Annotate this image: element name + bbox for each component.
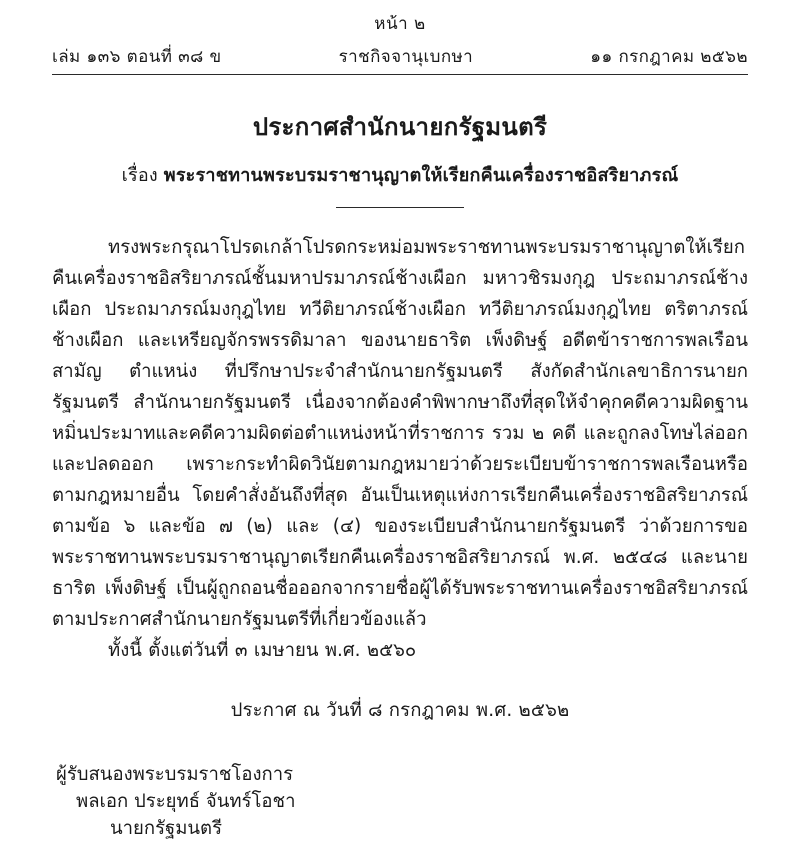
subtitle-label: เรื่อง — [121, 165, 158, 186]
signatory-name: พลเอก ประยุทธ์ จันทร์โอชา — [76, 791, 296, 812]
header-date: ๑๑ กรกฎาคม ๒๕๖๒ — [590, 47, 748, 67]
signatory-title: นายกรัฐมนตรี — [110, 818, 223, 839]
gazette-header — [52, 43, 748, 70]
body-paragraph-1: ทรงพระกรุณาโปรดเกล้าโปรดกระหม่อมพระราชทานพระบรมราชานุญาตให้เรียกคืนเครื่องราชอิสริยาภรณ์ชั้นมหาปรมาภรณ์ช้างเผือก มหาวชิรมงกุฎ ประถมาภรณ์ช้างเผือก ประถมาภรณ์มงกุฎไทย ทวีติยาภรณ์ช้างเผือก ทวีติยาภรณ์มงกุฎไทย ตริตาภรณ์ช้างเผือก และเหรียญจักรพรรดิมาลา ของนายธาริต เพ็งดิษฐ์ อดีตข้าราชการพลเรือนสามัญ ตำแหน่ง ที่ปรึกษาประจำสำนักนายกรัฐมนตรี สังกัดสำนักเลขาธิการนายกรัฐมนตรี สำนักนายกรัฐมนตรี เนื่องจากต้องคำพิพากษาถึงที่สุดให้จำคุกคดีความผิดฐานหมิ่นประมาทและคดีความผิดต่อตำแหน่งหน้าที่ราชการ รวม ๒ คดี และถูกลงโทษไล่ออกและปลดออก เพราะกระทำผิดวินัยตามกฎหมายว่าด้วยระเบียบข้าราชการพลเรือนหรือตามกฎหมายอื่น โดยคำสั่งอันถึงที่สุด อันเป็นเหตุแห่งการเรียกคืนเครื่องราชอิสริยาภรณ์ ตามข้อ ๖ และข้อ ๗ (๒) และ (๔) ของระเบียบสำนักนายกรัฐมนตรี ว่าด้วยการขอพระราชทานพระบรมราชานุญาตเรียกคืนเครื่องราชอิสริยาภรณ์ พ.ศ. ๒๕๔๘ และนายธาริต เพ็งดิษฐ์ เป็นผู้ถูกถอนชื่อออกจากรายชื่อผู้ได้รับพระราชทานเครื่องราชอิสริยาภรณ์ตามประกาศสำนักนายกรัฐมนตรีที่เกี่ยวข้องแล้ว — [52, 237, 748, 630]
body-paragraph-2: ทั้งนี้ ตั้งแต่วันที่ ๓ เมษายน พ.ศ. ๒๕๖๐ — [108, 640, 417, 661]
page-subtitle — [52, 160, 748, 189]
document-body — [52, 232, 748, 666]
page-number: หน้า ๒ — [374, 14, 426, 34]
signature-block — [52, 761, 748, 842]
announcement-date: ประกาศ ณ วันที่ ๘ กรกฎาคม พ.ศ. ๒๕๖๒ — [230, 700, 570, 721]
header-publication-name: ราชกิจจานุเบกษา — [338, 47, 474, 67]
page-title: ประกาศสำนักนายกรัฐมนตรี — [252, 113, 548, 141]
header-divider — [52, 74, 748, 75]
countersign-label: ผู้รับสนองพระบรมราชโองการ — [56, 764, 294, 785]
header-volume-info: เล่ม ๑๓๖ ตอนที่ ๓๘ ข — [52, 47, 222, 67]
title-divider — [336, 207, 464, 208]
subtitle-text: พระราชทานพระบรมราชานุญาตให้เรียกคืนเครื่องราชอิสริยาภรณ์ — [163, 165, 679, 186]
